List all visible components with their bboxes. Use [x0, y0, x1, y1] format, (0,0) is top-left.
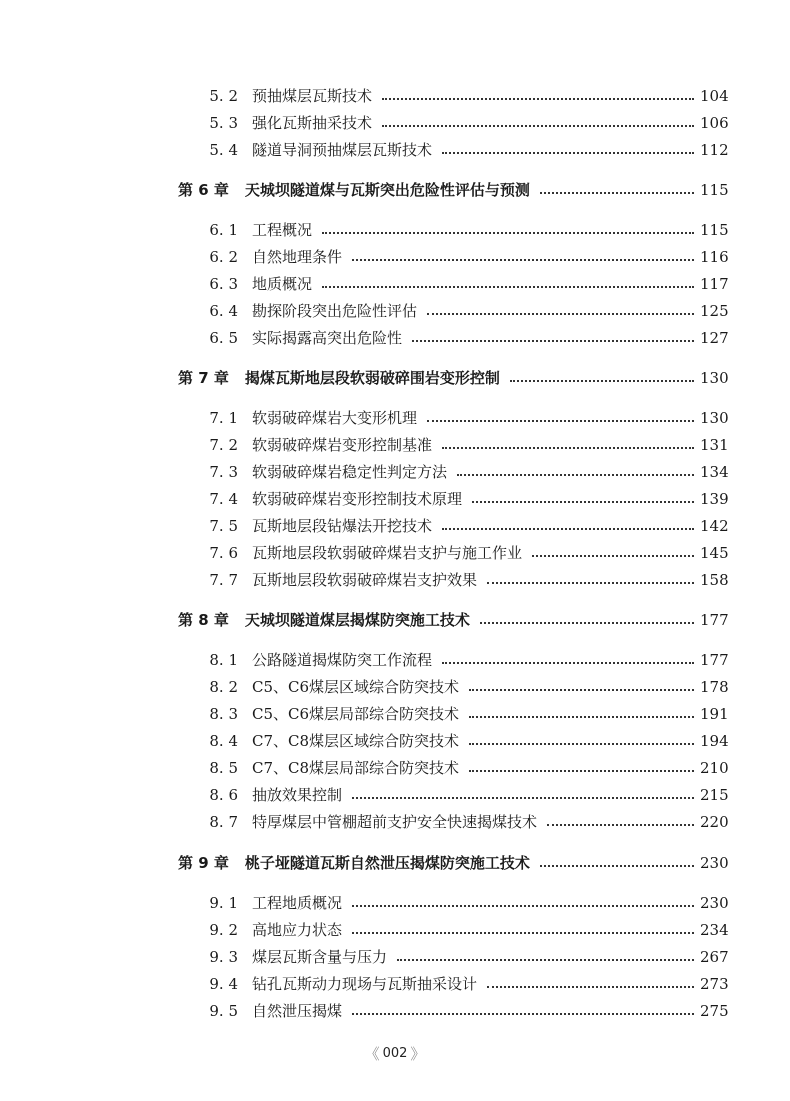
toc-section-row[interactable]: [178, 512, 728, 536]
toc-entry-number: 6. 2: [209, 248, 238, 266]
dot-leader: [442, 661, 694, 664]
dot-leader: [352, 931, 694, 934]
toc-entry-title: 瓦斯地层段钻爆法开挖技术: [252, 517, 433, 535]
toc-entry-title: 天城坝隧道煤与瓦斯突出危险性评估与预测: [244, 181, 530, 199]
toc-entry-number: 6. 3: [209, 275, 238, 293]
toc-entry-page: 115: [700, 221, 729, 239]
right-chevron-ornament-icon: 》: [410, 1044, 426, 1063]
toc-chapter-row[interactable]: [178, 849, 728, 873]
toc-entry-number: 7. 2: [209, 436, 238, 454]
toc-section-row[interactable]: [178, 431, 728, 455]
toc-entry-title: 公路隧道揭煤防突工作流程: [252, 651, 433, 669]
toc-entry-number: 7. 7: [209, 571, 238, 589]
toc-section-row[interactable]: [178, 916, 728, 940]
toc-entry-number: 8. 2: [209, 678, 238, 696]
page-number: 002: [382, 1045, 408, 1061]
toc-entry-title: C5、C6煤层区域综合防突技术: [252, 678, 460, 696]
toc-entry-number: 9. 3: [209, 948, 238, 966]
toc-entry-page: 215: [700, 786, 729, 804]
toc-entry-page: 230: [700, 854, 729, 872]
toc-entry-number: 6. 4: [209, 302, 238, 320]
toc-entry-title: 强化瓦斯抽采技术: [252, 114, 373, 132]
toc-entry-number: 第 8 章: [178, 611, 229, 629]
toc-entry-page: 273: [700, 975, 729, 993]
toc-entry-title: 软弱破碎煤岩稳定性判定方法: [252, 463, 448, 481]
toc-entry-page: 131: [700, 436, 729, 454]
toc-section-row[interactable]: [178, 566, 728, 590]
toc-entry-number: 9. 4: [209, 975, 238, 993]
toc-entry-page: 130: [700, 409, 729, 427]
dot-leader: [427, 419, 694, 422]
toc-entry-title: 工程地质概况: [252, 894, 343, 912]
toc-entry-title: 预抽煤层瓦斯技术: [252, 87, 373, 105]
toc-chapter-row[interactable]: [178, 606, 728, 630]
toc-entry-title: 特厚煤层中管棚超前支护安全快速揭煤技术: [252, 813, 538, 831]
toc-entry-page: 158: [700, 571, 729, 589]
toc-entry-page: 178: [700, 678, 729, 696]
toc-entry-title: 抽放效果控制: [252, 786, 343, 804]
toc-entry-number: 8. 5: [209, 759, 238, 777]
toc-entry-number: 8. 6: [209, 786, 238, 804]
dot-leader: [457, 473, 694, 476]
dot-leader: [510, 379, 694, 382]
toc-entry-title: 瓦斯地层段软弱破碎煤岩支护与施工作业: [252, 544, 523, 562]
toc-entry-page: 142: [700, 517, 729, 535]
left-chevron-ornament-icon: 《: [364, 1044, 380, 1063]
toc-entry-page: 191: [700, 705, 729, 723]
toc-section-row[interactable]: [178, 324, 728, 348]
toc-section-row[interactable]: [178, 889, 728, 913]
toc-entry-title: 自然泄压揭煤: [252, 1002, 343, 1020]
toc-entry-page: 134: [700, 463, 729, 481]
toc-chapter-row[interactable]: [178, 364, 728, 388]
toc-entry-page: 115: [700, 181, 729, 199]
toc-entry-number: 6. 1: [209, 221, 238, 239]
dot-leader: [487, 581, 694, 584]
dot-leader: [352, 904, 694, 907]
toc-entry-page: 125: [700, 302, 729, 320]
toc-entry-title: C7、C8煤层区域综合防突技术: [252, 732, 460, 750]
toc-entry-title: 地质概况: [252, 275, 313, 293]
toc-entry-title: 工程概况: [252, 221, 313, 239]
toc-entry-number: 第 7 章: [178, 369, 229, 387]
toc-section-row[interactable]: [178, 646, 728, 670]
dot-leader: [532, 554, 694, 557]
toc-section-row[interactable]: [178, 297, 728, 321]
toc-entry-page: 230: [700, 894, 729, 912]
toc-entry-title: 软弱破碎煤岩大变形机理: [252, 409, 418, 427]
toc-entry-number: 8. 3: [209, 705, 238, 723]
toc-entry-title: 软弱破碎煤岩变形控制技术原理: [252, 490, 463, 508]
page-footer: [365, 1040, 425, 1066]
toc-entry-page: 116: [700, 248, 729, 266]
toc-entry-number: 7. 6: [209, 544, 238, 562]
toc-entry-page: 127: [700, 329, 729, 347]
toc-section-row[interactable]: [178, 270, 728, 294]
toc-entry-number: 5. 2: [209, 87, 238, 105]
toc-entry-page: 130: [700, 369, 729, 387]
dot-leader: [469, 769, 694, 772]
toc-section-row[interactable]: [178, 136, 728, 160]
toc-entry-title: 软弱破碎煤岩变形控制基准: [252, 436, 433, 454]
toc-section-row[interactable]: [178, 700, 728, 724]
toc-section-row[interactable]: [178, 808, 728, 832]
toc-entry-title: 实际揭露高突出危险性: [252, 329, 403, 347]
toc-entry-title: 钻孔瓦斯动力现场与瓦斯抽采设计: [252, 975, 478, 993]
toc-entry-title: 勘探阶段突出危险性评估: [252, 302, 418, 320]
toc-entry-title: C5、C6煤层局部综合防突技术: [252, 705, 460, 723]
toc-entry-number: 9. 2: [209, 921, 238, 939]
toc-section-row[interactable]: [178, 539, 728, 563]
toc-entry-number: 7. 5: [209, 517, 238, 535]
toc-section-row[interactable]: [178, 109, 728, 133]
dot-leader: [469, 688, 694, 691]
toc-entry-title: 隧道导洞预抽煤层瓦斯技术: [252, 141, 433, 159]
dot-leader: [472, 500, 694, 503]
toc-section-row[interactable]: [178, 243, 728, 267]
toc-section-row[interactable]: [178, 754, 728, 778]
dot-leader: [322, 285, 694, 288]
toc-entry-number: 第 9 章: [178, 854, 229, 872]
toc-section-row[interactable]: [178, 458, 728, 482]
toc-entry-title: 高地应力状态: [252, 921, 343, 939]
toc-entry-page: 210: [700, 759, 729, 777]
dot-leader: [322, 231, 694, 234]
dot-leader: [442, 446, 694, 449]
toc-entry-page: 139: [700, 490, 729, 508]
dot-leader: [540, 864, 694, 867]
toc-section-row[interactable]: [178, 485, 728, 509]
dot-leader: [469, 715, 694, 718]
toc-section-row[interactable]: [178, 404, 728, 428]
toc-entry-number: 5. 4: [209, 141, 238, 159]
toc-entry-page: 267: [700, 948, 729, 966]
toc-entry-title: C7、C8煤层局部综合防突技术: [252, 759, 460, 777]
toc-entry-number: 9. 1: [209, 894, 238, 912]
toc-section-row[interactable]: [178, 781, 728, 805]
toc-entry-number: 8. 1: [209, 651, 238, 669]
dot-leader: [442, 151, 694, 154]
dot-leader: [480, 621, 694, 624]
toc-entry-number: 8. 4: [209, 732, 238, 750]
toc-entry-page: 194: [700, 732, 729, 750]
dot-leader: [442, 527, 694, 530]
dot-leader: [352, 796, 694, 799]
toc-entry-number: 7. 1: [209, 409, 238, 427]
dot-leader: [469, 742, 694, 745]
dot-leader: [547, 823, 694, 826]
dot-leader: [487, 985, 694, 988]
toc-entry-page: 234: [700, 921, 729, 939]
toc-entry-page: 104: [700, 87, 729, 105]
toc-entry-number: 第 6 章: [178, 181, 229, 199]
dot-leader: [397, 958, 694, 961]
toc-entry-page: 220: [700, 813, 729, 831]
toc-entry-page: 275: [700, 1002, 729, 1020]
dot-leader: [412, 339, 694, 342]
toc-entry-title: 桃子垭隧道瓦斯自然泄压揭煤防突施工技术: [244, 854, 530, 872]
toc-section-row[interactable]: [178, 673, 728, 697]
toc-entry-page: 117: [700, 275, 729, 293]
toc-section-row[interactable]: [178, 997, 728, 1021]
toc-entry-page: 177: [700, 611, 729, 629]
toc-entry-number: 6. 5: [209, 329, 238, 347]
dot-leader: [427, 312, 694, 315]
dot-leader: [382, 124, 694, 127]
toc-entry-page: 145: [700, 544, 729, 562]
toc-entry-number: 9. 5: [209, 1002, 238, 1020]
toc-entry-number: 7. 4: [209, 490, 238, 508]
dot-leader: [382, 97, 694, 100]
toc-entry-title: 自然地理条件: [252, 248, 343, 266]
toc-entry-title: 揭煤瓦斯地层段软弱破碎围岩变形控制: [244, 369, 500, 387]
toc-entry-page: 106: [700, 114, 729, 132]
toc-entry-number: 8. 7: [209, 813, 238, 831]
toc-section-row[interactable]: [178, 943, 728, 967]
toc-section-row[interactable]: [178, 970, 728, 994]
toc-section-row[interactable]: [178, 82, 728, 106]
toc-entry-number: 5. 3: [209, 114, 238, 132]
toc-section-row[interactable]: [178, 216, 728, 240]
toc-section-row[interactable]: [178, 727, 728, 751]
toc-entry-page: 112: [700, 141, 729, 159]
toc-entry-title: 煤层瓦斯含量与压力: [252, 948, 388, 966]
toc-entry-title: 天城坝隧道煤层揭煤防突施工技术: [244, 611, 470, 629]
dot-leader: [352, 1012, 694, 1015]
toc-chapter-row[interactable]: [178, 176, 728, 200]
toc-entry-page: 177: [700, 651, 729, 669]
dot-leader: [352, 258, 694, 261]
dot-leader: [540, 191, 694, 194]
toc-entry-number: 7. 3: [209, 463, 238, 481]
toc-entry-title: 瓦斯地层段软弱破碎煤岩支护效果: [252, 571, 478, 589]
